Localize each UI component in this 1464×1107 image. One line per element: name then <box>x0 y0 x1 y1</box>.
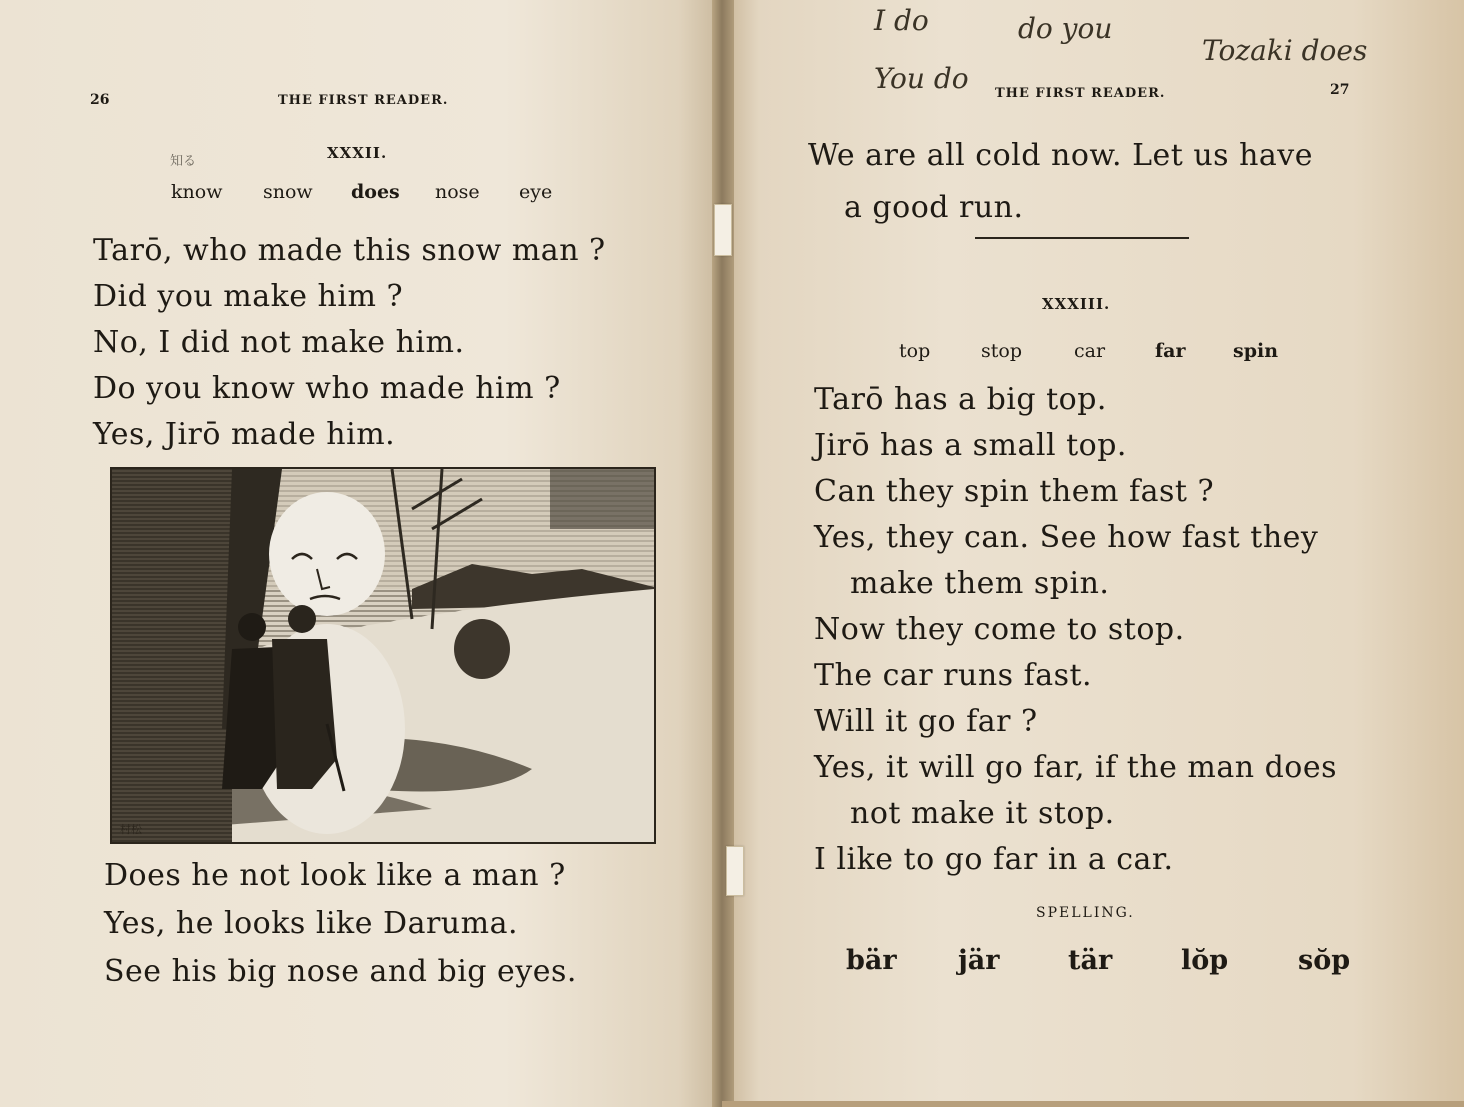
text-line: Yes, they can. See how fast they <box>814 520 1319 555</box>
lesson-32-text-bottom <box>104 852 577 996</box>
handwritten-note: do you <box>1018 12 1113 45</box>
vocab-word: know <box>171 181 223 203</box>
spelling-word: lŏp <box>1181 945 1229 976</box>
handwritten-note: You do <box>874 62 969 95</box>
text-line-indented: a good run. <box>844 190 1024 225</box>
handwritten-note: Tozaki does <box>1202 34 1368 67</box>
illustration-signature: 村松 <box>120 823 142 836</box>
vocab-row-32 <box>0 181 700 207</box>
snowman-engraving <box>112 469 654 842</box>
snowman-illustration <box>110 467 656 844</box>
vocab-row-33 <box>722 340 1422 366</box>
text-line: Yes, Jirō made him. <box>93 417 396 452</box>
text-line: The car runs fast. <box>814 658 1093 693</box>
book-gutter <box>712 0 734 1107</box>
vocab-word-bold: spin <box>1233 340 1279 362</box>
handwritten-note: I do <box>874 4 929 37</box>
vocab-word-bold: far <box>1155 340 1186 362</box>
right-running-head: THE FIRST READER. <box>995 86 1166 101</box>
text-line: Does he not look like a man ? <box>104 858 566 893</box>
vocab-word: nose <box>435 181 480 203</box>
right-page-number: 27 <box>1330 82 1350 98</box>
text-line: We are all cold now. Let us have <box>808 138 1314 173</box>
text-line: Yes, he looks like Daruma. <box>104 906 518 941</box>
text-line-indented: not make it stop. <box>850 796 1115 831</box>
vocab-word: snow <box>263 181 313 203</box>
text-line: No, I did not make him. <box>93 325 465 360</box>
text-line: See his big nose and big eyes. <box>104 954 577 989</box>
text-line: Did you make him ? <box>93 279 404 314</box>
vocab-word-bold: does <box>351 181 400 203</box>
left-page-number: 26 <box>90 92 110 108</box>
vocab-word: stop <box>981 340 1022 362</box>
text-line: Tarō, who made this snow man ? <box>93 233 606 268</box>
binding-tab <box>714 204 732 256</box>
spelling-word: jär <box>958 945 1000 976</box>
text-line: Tarō has a big top. <box>814 382 1107 417</box>
text-line: Jirō has a small top. <box>814 428 1127 463</box>
spelling-word: sŏp <box>1298 945 1351 976</box>
lesson-33-text <box>814 377 1337 883</box>
text-line: I like to go far in a car. <box>814 842 1174 877</box>
text-line: Now they come to stop. <box>814 612 1185 647</box>
left-page <box>0 0 722 1107</box>
lesson-title-33: XXXIII. <box>1042 295 1111 313</box>
pencil-annotation: 知る <box>170 154 197 169</box>
vocab-word: car <box>1074 340 1106 362</box>
spelling-heading: SPELLING. <box>1036 905 1135 921</box>
text-line-indented: make them spin. <box>850 566 1110 601</box>
text-line: Can they spin them fast ? <box>814 474 1215 509</box>
left-running-head: THE FIRST READER. <box>278 93 449 108</box>
text-line: Yes, it will go far, if the man does <box>814 750 1338 785</box>
vocab-word: top <box>899 340 931 362</box>
binding-tab <box>726 846 744 896</box>
text-line: Will it go far ? <box>814 704 1038 739</box>
page-edge <box>722 1101 1464 1107</box>
text-line: Do you know who made him ? <box>93 371 561 406</box>
lesson-32-text-top <box>93 228 606 458</box>
vocab-word: eye <box>519 181 553 203</box>
right-page-lesson-33 <box>722 0 1464 1107</box>
lesson-title-32: XXXII. <box>327 144 388 162</box>
spelling-word: tär <box>1068 945 1113 976</box>
spelling-word: bär <box>846 945 897 976</box>
spelling-row <box>722 945 1422 985</box>
